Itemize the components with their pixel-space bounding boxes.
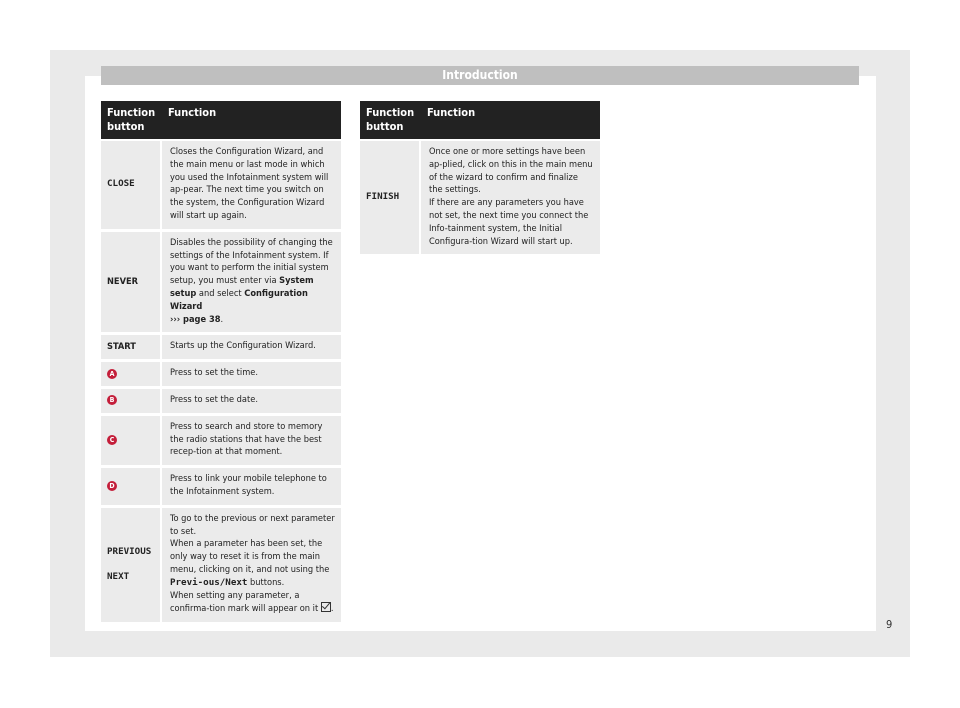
table-row: [101, 508, 341, 625]
checkbox-check-icon: [321, 602, 331, 612]
desc-previous-next: To go to the previous or next parameter to set. When a parameter has been set, the only way to reset it is from the main menu, clicking on it, and not using the Previ-ous/Next buttons. When setting any parameter, a confirma-tion mark will appear on it .: [162, 508, 341, 625]
key-c: [101, 416, 162, 468]
table-row: [101, 362, 341, 389]
col-header-button: Function button: [360, 101, 421, 141]
key-start: START: [101, 335, 162, 362]
table-row: [101, 141, 341, 232]
page-reference-link[interactable]: ››› page 38: [169, 313, 221, 325]
table-row: [101, 416, 341, 468]
table-header-row: [360, 101, 600, 141]
col-header-function: Function: [162, 101, 341, 141]
badge-a-icon: A: [107, 369, 117, 379]
key-previous-next: PREVIOUS NEXT: [101, 508, 162, 625]
key-finish: FINISH: [360, 141, 421, 257]
table-row: [360, 141, 600, 257]
link-configuration-wizard: Configuration Wizard: [169, 287, 308, 312]
key-d: [101, 468, 162, 508]
previous-next-label: Previ-ous/Next: [169, 576, 248, 588]
table-header-row: [101, 101, 341, 141]
col-header-button: Function button: [101, 101, 162, 141]
table-row: [101, 468, 341, 508]
desc-d: Press to link your mobile telephone to the Infotainment system.: [162, 468, 341, 508]
function-table-right: [360, 101, 600, 257]
desc-close: Closes the Configuration Wizard, and the main menu or last mode in which you used the Infotainment system will ap-pear. The next time you switch on the system, the Configuration Wizard will start up again.: [162, 141, 341, 232]
section-header: Introduction: [101, 66, 859, 85]
desc-never: Disables the possibility of changing the settings of the Infotainment system. If you want to perform the initial system setup, you must enter via System setup and select Configuration Wizard ››› page 38.: [162, 232, 341, 336]
table-row: [101, 232, 341, 336]
link-system-setup: System setup: [169, 275, 314, 299]
badge-d-icon: D: [107, 481, 117, 491]
badge-c-icon: C: [107, 435, 117, 445]
key-close: CLOSE: [101, 141, 162, 232]
key-b: [101, 389, 162, 416]
badge-b-icon: B: [107, 395, 117, 405]
page-number: 9: [886, 618, 893, 631]
desc-a: Press to set the time.: [162, 362, 341, 389]
table-row: [101, 389, 341, 416]
key-never: NEVER: [101, 232, 162, 336]
desc-start: Starts up the Configuration Wizard.: [162, 335, 341, 362]
desc-c: Press to search and store to memory the radio stations that have the best recep-tion at that moment.: [162, 416, 341, 468]
function-table-left: [101, 101, 341, 625]
table-row: [101, 335, 341, 362]
key-a: [101, 362, 162, 389]
desc-b: Press to set the date.: [162, 389, 341, 416]
desc-finish: Once one or more settings have been ap-plied, click on this in the main menu of the wizard to confirm and finalize the settings. If there are any parameters you have not set, the next time you connect the Info-tainment system, the Initial Configura-tion Wizard will start up.: [421, 141, 600, 257]
col-header-function: Function: [421, 101, 600, 141]
